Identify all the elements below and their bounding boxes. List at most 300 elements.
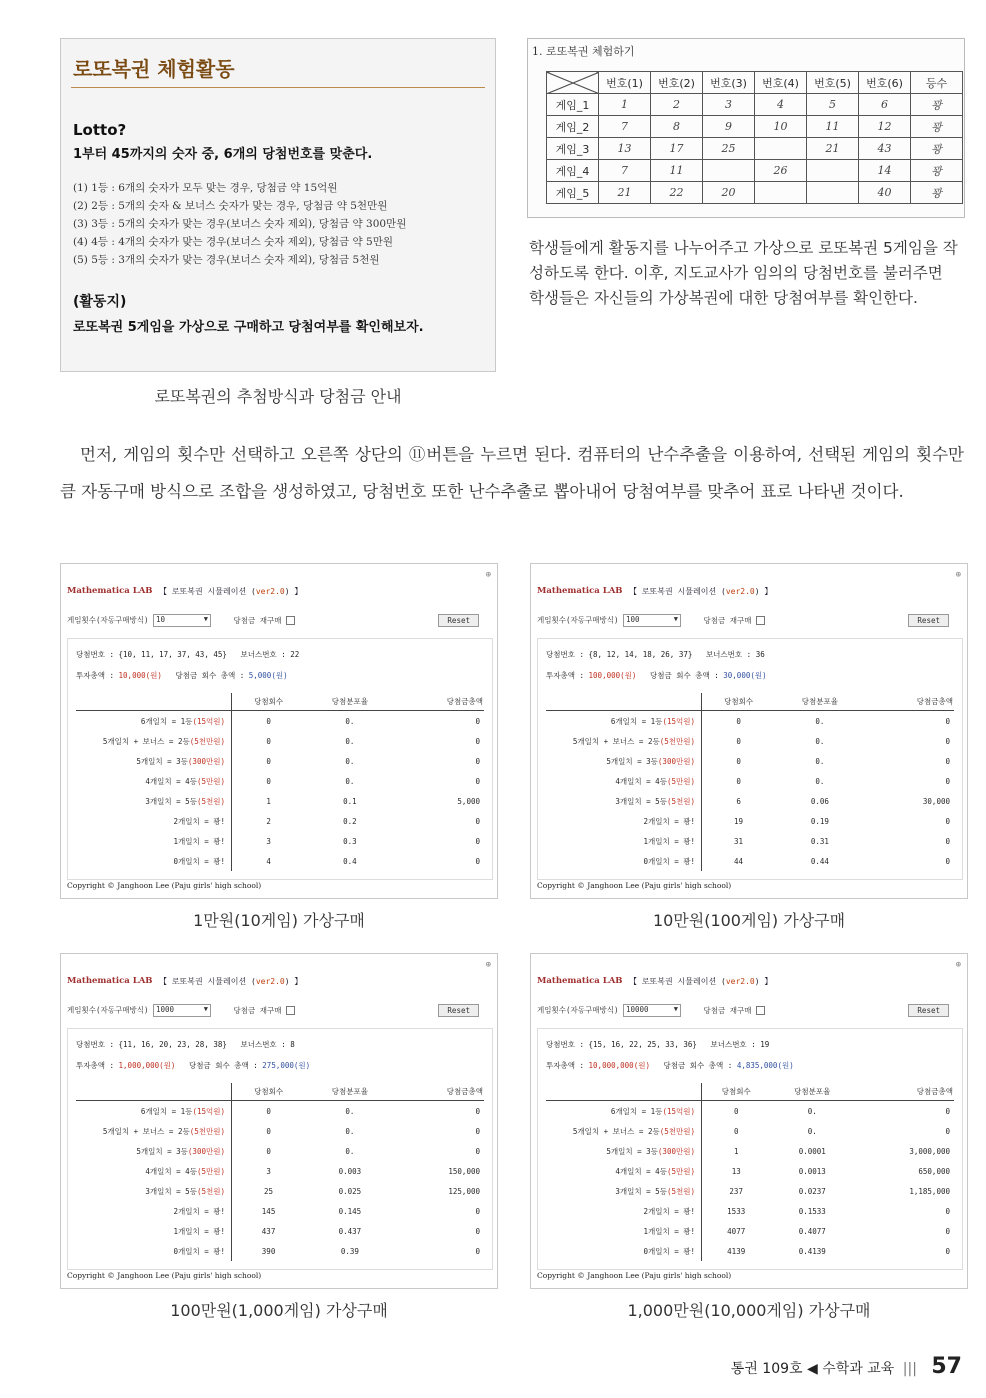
winning-numbers-line <box>76 1039 295 1050</box>
table-row <box>76 1101 484 1122</box>
game-count-select[interactable] <box>623 1004 681 1017</box>
ticket-cell <box>807 182 859 204</box>
title-version: ver2.0 <box>725 977 755 986</box>
simulation-panel <box>60 563 498 899</box>
title-suffix: ) 】 <box>754 587 773 596</box>
ticket-cell: 25 <box>703 138 755 160</box>
table-row <box>76 1141 484 1161</box>
return-label: 당첨금 회수 총액 : <box>649 671 724 680</box>
blank-header <box>546 693 702 711</box>
count-cell: 1 <box>266 796 271 806</box>
amount-cell: 0 <box>475 1206 480 1216</box>
title-suffix: ) 】 <box>754 977 773 986</box>
amount-cell: 0 <box>475 836 480 846</box>
prize-rules-list <box>73 179 406 269</box>
rank-text: 5개일치 + 보너스 = 2등 <box>102 736 190 746</box>
amount-cell: 0 <box>475 1226 480 1236</box>
rank-label <box>76 711 232 732</box>
game-count-value: 10 <box>156 615 166 624</box>
rank-text: 3개일치 = 5등 <box>145 796 197 806</box>
rebuy-label: 당첨금 재구매 <box>233 1005 282 1015</box>
journal-name: 수학과 교육 <box>822 1361 895 1377</box>
prize-amount: (5만원) <box>666 1166 695 1176</box>
ticket-table <box>546 71 963 204</box>
ratio-cell: 0.06 <box>810 796 829 806</box>
game-label: 게임_5 <box>547 182 599 204</box>
game-count-value: 1000 <box>156 1005 175 1014</box>
count-cell: 437 <box>261 1226 276 1236</box>
invest-total: 100,000 <box>588 671 621 680</box>
count-cell: 0 <box>266 716 271 726</box>
ticket-cell: 10 <box>755 116 807 138</box>
reset-button[interactable]: Reset <box>908 614 949 627</box>
amount-cell: 125,000 <box>448 1186 480 1196</box>
col-header: 당첨금총액 <box>854 1083 954 1101</box>
count-cell: 31 <box>734 836 744 846</box>
game-label: 게임_1 <box>547 94 599 116</box>
table-row <box>546 711 954 732</box>
brand-label: Mathematica LAB <box>67 586 153 596</box>
panel-title <box>629 586 772 597</box>
win-label: 당첨번호 : <box>76 1040 119 1049</box>
ratio-cell: 0.19 <box>810 816 829 826</box>
prize-amount: (300만원) <box>657 1146 695 1156</box>
ticket-row <box>547 160 963 182</box>
ticket-cell: 21 <box>807 138 859 160</box>
rank-text: 2개일치 = 꽝! <box>173 1206 225 1216</box>
ticket-header: 번호(5) <box>807 72 859 94</box>
rank-label <box>76 791 232 811</box>
ticket-cell: 꽝 <box>911 182 963 204</box>
rank-text: 6개일치 = 1등 <box>140 1106 193 1116</box>
table-row <box>546 1141 954 1161</box>
ticket-header: 등수 <box>911 72 963 94</box>
count-cell: 4 <box>266 856 271 866</box>
game-count-value: 100 <box>626 615 640 624</box>
ticket-cell: 40 <box>859 182 911 204</box>
table-row <box>546 1241 954 1261</box>
count-cell: 0 <box>733 1126 739 1136</box>
investment-line <box>546 1060 794 1071</box>
rank-text: 1개일치 = 꽝! <box>643 1226 695 1236</box>
title-version: ver2.0 <box>725 587 755 596</box>
rank-text: 5개일치 = 3등 <box>136 756 188 766</box>
simulation-panel <box>60 953 498 1289</box>
amount-cell: 0 <box>475 1126 480 1136</box>
info-question: Lotto? <box>73 121 127 139</box>
rank-label <box>546 751 702 771</box>
blank-header <box>546 1083 702 1101</box>
amount-cell: 0 <box>475 776 480 786</box>
blank-header <box>76 693 232 711</box>
col-header: 당첨분포율 <box>770 1083 854 1101</box>
copyright-text: Copyright © Janghoon Lee (Paju girls' high school) <box>537 1271 732 1280</box>
controls-row <box>537 1004 957 1017</box>
rank-label <box>546 771 702 791</box>
rank-label <box>76 1141 232 1161</box>
ratio-cell: 0.0237 <box>798 1186 826 1196</box>
rank-text: 6개일치 = 1등 <box>610 1106 663 1116</box>
count-cell: 237 <box>729 1186 743 1196</box>
table-row <box>76 791 484 811</box>
win-label: 당첨번호 : <box>546 1040 589 1049</box>
settings-icon[interactable]: ⊕ <box>485 960 491 970</box>
return-total: 30,000 <box>723 671 751 680</box>
won-unit: (원) <box>293 1061 311 1070</box>
rebuy-checkbox[interactable] <box>756 1006 765 1015</box>
rebuy-label: 당첨금 재구매 <box>703 1005 752 1015</box>
ratio-cell: 0.1533 <box>798 1206 826 1216</box>
issue-label: 통권 109호 <box>730 1361 803 1377</box>
rank-text: 3개일치 = 5등 <box>145 1186 197 1196</box>
prize-amount: (5만원) <box>196 1166 225 1176</box>
rank-label <box>546 1181 702 1201</box>
count-cell: 2 <box>266 816 271 826</box>
ratio-cell: 0. <box>815 756 825 766</box>
bonus-number: 19 <box>760 1040 770 1049</box>
col-header: 당첨회수 <box>232 1083 306 1101</box>
rebuy-checkbox[interactable] <box>286 616 295 625</box>
win-label: 당첨번호 : <box>76 650 119 659</box>
amount-cell: 30,000 <box>922 796 950 806</box>
table-row <box>546 1221 954 1241</box>
table-row <box>76 731 484 751</box>
rank-label <box>546 811 702 831</box>
ratio-cell: 0. <box>815 736 825 746</box>
investment-line <box>76 670 288 681</box>
winning-numbers: {10, 11, 17, 37, 43, 45} <box>118 650 227 659</box>
won-unit: (원) <box>777 1061 794 1070</box>
ticket-cell: 꽝 <box>911 94 963 116</box>
table-row <box>76 1181 484 1201</box>
bonus-label: 보너스번호 : <box>705 650 756 659</box>
prize-amount: (300만원) <box>187 756 225 766</box>
simulation-panel <box>530 563 968 899</box>
win-label: 당첨번호 : <box>546 650 589 659</box>
ticket-row <box>547 94 963 116</box>
info-question-desc: 1부터 45까지의 숫자 중, 6개의 당첨번호를 맞춘다. <box>73 147 373 162</box>
rank-label <box>76 1221 232 1241</box>
results-area <box>67 1028 493 1270</box>
count-cell: 0 <box>266 1106 271 1116</box>
count-cell: 390 <box>261 1246 276 1256</box>
rank-text: 2개일치 = 꽝! <box>643 816 695 826</box>
ratio-cell: 0.4 <box>343 856 357 866</box>
return-total: 5,000 <box>248 671 272 680</box>
table-row <box>76 851 484 871</box>
rank-text: 3개일치 = 5등 <box>615 1186 667 1196</box>
title-divider <box>71 87 485 88</box>
amount-cell: 0 <box>475 856 480 866</box>
results-table <box>76 693 484 871</box>
title-suffix: ) 】 <box>284 977 303 986</box>
count-cell: 0 <box>266 1146 271 1156</box>
won-unit: (원) <box>620 671 637 680</box>
table-row <box>76 711 484 732</box>
ticket-cell <box>807 160 859 182</box>
settings-icon[interactable]: ⊕ <box>485 570 491 580</box>
results-area <box>67 638 493 880</box>
ticket-cell: 21 <box>599 182 651 204</box>
rule-item: (2) 2등 : 5개의 숫자 & 보너스 숫자가 맞는 경우, 당첨금 약 5천만원 <box>73 200 388 212</box>
ticket-cell: 14 <box>859 160 911 182</box>
rule-item: (5) 5등 : 3개의 숫자가 맞는 경우(보너스 숫자 제외), 당첨금 5천원 <box>73 254 380 266</box>
rank-label <box>546 851 702 871</box>
bonus-label: 보너스번호 : <box>710 1040 761 1049</box>
rank-text: 0개일치 = 꽝! <box>643 856 695 866</box>
table-row <box>76 831 484 851</box>
rebuy-label: 당첨금 재구매 <box>703 615 752 625</box>
rank-text: 6개일치 = 1등 <box>140 716 193 726</box>
prize-amount: (5천만원) <box>189 736 225 746</box>
ticket-cell <box>755 138 807 160</box>
amount-cell: 0 <box>945 736 950 746</box>
amount-cell: 0 <box>475 716 480 726</box>
chevron-down-icon: ▼ <box>673 1005 678 1013</box>
ratio-cell: 0.31 <box>810 836 829 846</box>
ticket-cell: 13 <box>599 138 651 160</box>
amount-cell: 0 <box>945 1106 950 1116</box>
brand-label: Mathematica LAB <box>67 976 153 986</box>
game-count-select[interactable] <box>153 1004 211 1017</box>
won-unit: (원) <box>271 671 288 680</box>
table-row <box>76 1221 484 1241</box>
amount-cell: 0 <box>945 836 950 846</box>
col-header: 당첨금총액 <box>395 1083 484 1101</box>
invest-label: 투자총액 : <box>76 1061 119 1070</box>
game-label: 게임_4 <box>547 160 599 182</box>
table-row <box>546 1121 954 1141</box>
table-row <box>546 851 954 871</box>
reset-button[interactable]: Reset <box>438 614 479 627</box>
amount-cell: 650,000 <box>918 1166 950 1176</box>
prize-amount: (5천만원) <box>189 1126 225 1136</box>
rank-label <box>546 711 702 732</box>
count-cell: 145 <box>261 1206 276 1216</box>
invest-total: 1,000,000 <box>118 1061 160 1070</box>
ticket-header: 번호(4) <box>755 72 807 94</box>
title-prefix: 【 로또복권 시뮬레이션 ( <box>629 977 726 986</box>
title-prefix: 【 로또복권 시뮬레이션 ( <box>629 587 726 596</box>
controls-row <box>67 614 487 627</box>
page-footer <box>731 1354 962 1379</box>
prize-amount: (5천원) <box>196 1186 225 1196</box>
rank-label <box>76 851 232 871</box>
ratio-cell: 0. <box>345 756 355 766</box>
ratio-cell: 0.3 <box>343 836 357 846</box>
ratio-cell: 0.4077 <box>798 1226 826 1236</box>
rank-label <box>76 1161 232 1181</box>
rank-text: 2개일치 = 꽝! <box>173 816 225 826</box>
col-header: 당첨금총액 <box>395 693 484 711</box>
prize-amount: (15억원) <box>662 716 695 726</box>
count-cell: 3 <box>266 836 271 846</box>
invest-label: 투자총액 : <box>76 671 119 680</box>
ratio-cell: 0.2 <box>343 816 357 826</box>
rank-label <box>546 1241 702 1261</box>
investment-line <box>76 1060 310 1071</box>
panel-caption: 1만원(10게임) 가상구매 <box>193 911 365 930</box>
ticket-cell: 7 <box>599 116 651 138</box>
table-row <box>546 1201 954 1221</box>
table-row <box>76 1241 484 1261</box>
panel-caption: 100만원(1,000게임) 가상구매 <box>170 1301 388 1320</box>
amount-cell: 0 <box>475 1106 480 1116</box>
lotto-ticket-sheet <box>527 38 965 218</box>
rank-label <box>76 1241 232 1261</box>
rank-text: 2개일치 = 꽝! <box>643 1206 695 1216</box>
table-row <box>546 831 954 851</box>
rank-text: 3개일치 = 5등 <box>615 796 667 806</box>
title-suffix: ) 】 <box>284 587 303 596</box>
body-paragraph: 먼저, 게임의 횟수만 선택하고 오른쪽 상단의 ⑪버튼을 누르면 된다. 컴퓨터의 난수추출을 이용하여, 선택된 게임의 횟수만큼 자동구매 방식으로 조합을 생성하였고, 당첨번호 또한 난수추출로 뽑아내어 당첨여부를 맞추어 표로 나타낸 것이다. <box>60 445 964 501</box>
ticket-cell: 11 <box>807 116 859 138</box>
return-label: 당첨금 회수 총액 : <box>175 671 249 680</box>
divider-bars: ||| <box>902 1361 917 1377</box>
info-caption: 로또복권의 추첨방식과 당첨금 안내 <box>154 387 402 406</box>
col-header: 당첨회수 <box>232 693 306 711</box>
activity-label: (활동지) <box>73 294 127 310</box>
amount-cell: 0 <box>945 1246 950 1256</box>
rank-label <box>76 1201 232 1221</box>
prize-amount: (300만원) <box>187 1146 225 1156</box>
table-row <box>76 1121 484 1141</box>
game-count-label: 게임횟수(자동구매방식) <box>67 1005 149 1015</box>
reset-button[interactable]: Reset <box>908 1004 949 1017</box>
ticket-cell: 6 <box>859 94 911 116</box>
amount-cell: 0 <box>945 1126 950 1136</box>
bonus-number: 36 <box>755 650 765 659</box>
prize-amount: (5천원) <box>196 796 225 806</box>
chevron-down-icon: ▼ <box>203 615 208 623</box>
rebuy-checkbox[interactable] <box>756 616 765 625</box>
game-label: 게임_3 <box>547 138 599 160</box>
return-total: 4,835,000 <box>736 1061 778 1070</box>
rank-label <box>76 771 232 791</box>
invest-total: 10,000,000 <box>588 1061 634 1070</box>
count-cell: 4139 <box>727 1246 746 1256</box>
ticket-cell: 17 <box>651 138 703 160</box>
game-count-select[interactable] <box>623 614 681 627</box>
ratio-cell: 0. <box>345 1146 355 1156</box>
col-header: 당첨금총액 <box>865 693 954 711</box>
count-cell: 3 <box>266 1166 271 1176</box>
results-area <box>537 638 963 880</box>
ratio-cell: 0. <box>345 1106 355 1116</box>
ticket-header: 번호(1) <box>599 72 651 94</box>
rank-label <box>546 791 702 811</box>
col-header: 당첨분포율 <box>775 693 864 711</box>
ticket-row <box>547 116 963 138</box>
col-header: 당첨회수 <box>702 1083 771 1101</box>
brand-label: Mathematica LAB <box>537 976 623 986</box>
ticket-header: 번호(3) <box>703 72 755 94</box>
table-row <box>76 751 484 771</box>
rank-text: 1개일치 = 꽝! <box>643 836 695 846</box>
count-cell: 1 <box>733 1146 739 1156</box>
title-version: ver2.0 <box>255 977 285 986</box>
rebuy-checkbox[interactable] <box>286 1006 295 1015</box>
game-count-select[interactable] <box>153 614 211 627</box>
invest-total: 10,000 <box>118 671 146 680</box>
ratio-cell: 0. <box>345 736 355 746</box>
settings-icon[interactable]: ⊕ <box>955 570 961 580</box>
results-table <box>546 693 954 871</box>
table-row <box>76 1161 484 1181</box>
prize-amount: (5만원) <box>196 776 225 786</box>
copyright-text: Copyright © Janghoon Lee (Paju girls' high school) <box>537 881 732 890</box>
table-row <box>76 811 484 831</box>
ticket-cell: 꽝 <box>911 160 963 182</box>
prize-amount: (5천원) <box>666 1186 695 1196</box>
rank-label <box>546 831 702 851</box>
prize-amount: (15억원) <box>192 716 225 726</box>
ticket-cell: 26 <box>755 160 807 182</box>
table-row <box>546 811 954 831</box>
ticket-cell: 7 <box>599 160 651 182</box>
won-unit: (원) <box>145 671 162 680</box>
activity-desc: 로또복권 5게임을 가상으로 구매하고 당첨여부를 확인해보자. <box>73 320 424 335</box>
table-row <box>546 1101 954 1122</box>
ratio-cell: 0.145 <box>338 1206 362 1216</box>
panel-title <box>159 976 302 987</box>
page-number: 57 <box>931 1354 962 1379</box>
amount-cell: 0 <box>475 756 480 766</box>
lotto-info-box <box>60 38 496 372</box>
rank-text: 6개일치 = 1등 <box>610 716 663 726</box>
count-cell: 25 <box>264 1186 274 1196</box>
arrow-left-icon: ◀ <box>807 1361 818 1377</box>
winning-numbers: {15, 16, 22, 25, 33, 36} <box>588 1040 697 1049</box>
amount-cell: 1,185,000 <box>909 1186 950 1196</box>
invest-label: 투자총액 : <box>546 671 589 680</box>
ratio-cell: 0.44 <box>810 856 829 866</box>
amount-cell: 0 <box>945 716 950 726</box>
prize-amount: (15억원) <box>192 1106 225 1116</box>
ticket-cell: 20 <box>703 182 755 204</box>
amount-cell: 5,000 <box>457 796 480 806</box>
bonus-number: 22 <box>290 650 300 659</box>
count-cell: 0 <box>736 776 741 786</box>
table-row <box>546 1181 954 1201</box>
ratio-cell: 0. <box>807 1106 817 1116</box>
rule-item: (1) 1등 : 6개의 숫자가 모두 맞는 경우, 당첨금 약 15억원 <box>73 182 338 194</box>
results-area <box>537 1028 963 1270</box>
rank-text: 4개일치 = 4등 <box>145 776 197 786</box>
rank-label <box>546 1121 702 1141</box>
col-header: 당첨분포율 <box>305 693 394 711</box>
rank-label <box>546 1221 702 1241</box>
chevron-down-icon: ▼ <box>673 615 678 623</box>
ticket-cell <box>703 160 755 182</box>
title-prefix: 【 로또복권 시뮬레이션 ( <box>159 587 256 596</box>
col-header: 당첨분포율 <box>305 1083 394 1101</box>
amount-cell: 0 <box>475 816 480 826</box>
game-count-value: 10000 <box>626 1005 649 1014</box>
panel-caption: 10만원(100게임) 가상구매 <box>652 911 846 930</box>
rank-text: 1개일치 = 꽝! <box>173 836 225 846</box>
reset-button[interactable]: Reset <box>438 1004 479 1017</box>
copyright-text: Copyright © Janghoon Lee (Paju girls' high school) <box>67 881 262 890</box>
return-label: 당첨금 회수 총액 : <box>189 1061 263 1070</box>
count-cell: 0 <box>736 716 741 726</box>
settings-icon[interactable]: ⊕ <box>955 960 961 970</box>
rule-item: (4) 4등 : 4개의 숫자가 맞는 경우(보너스 숫자 제외), 당첨금 약 5만원 <box>73 236 393 248</box>
rank-text: 4개일치 = 4등 <box>145 1166 197 1176</box>
rank-label <box>76 811 232 831</box>
info-title: 로또복권 체험활동 <box>73 57 235 81</box>
ratio-cell: 0.39 <box>340 1246 359 1256</box>
